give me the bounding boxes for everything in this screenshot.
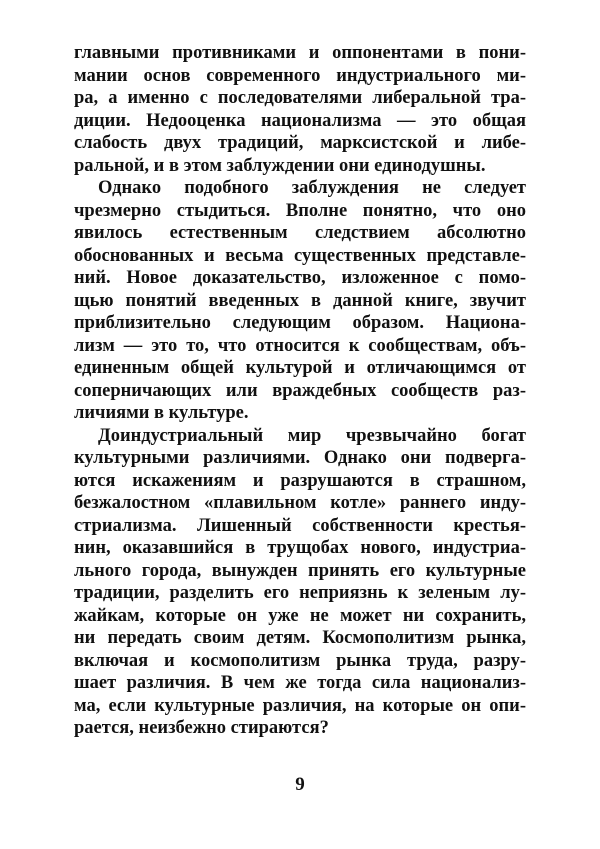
paragraph-1: [74, 42, 526, 177]
text-line: безжалостном «плавильном котле» раннего инду-: [74, 493, 526, 513]
text-line: явилось естественным следствием абсолютно: [74, 223, 526, 243]
text-line: щью понятий введенных в данной книге, звучит: [74, 290, 526, 311]
text-line: личиями в культуре.: [74, 403, 249, 423]
text-line: чрезмерно стыдиться. Вполне понятно, что оно: [74, 200, 526, 221]
text-line: жайкам, которые он уже не может ни сохранить,: [74, 605, 526, 626]
text-line: включая и космополитизм рынка труда, разру-: [74, 650, 526, 671]
text-line: Однако подобного заблуждения не следует: [98, 178, 526, 198]
text-line: главными противниками и оппонентами в пони-: [74, 43, 526, 63]
text-line: соперничающих или враждебных сообществ раз-: [74, 380, 526, 401]
text-line: ний. Новое доказательство, изложенное с помо-: [74, 268, 526, 288]
text-line: Доиндустриальный мир чрезвычайно богат: [98, 425, 526, 446]
page-number: 9: [295, 774, 305, 795]
text-line: рается, неизбежно стираются?: [74, 718, 329, 738]
text-line: ра, а именно с последователями либеральной тра-: [74, 88, 526, 108]
text-line: слабость двух традиций, марксистской и либе-: [74, 133, 526, 153]
text-line: приблизительно следующим образом. Национа-: [74, 313, 526, 333]
paragraph-2: [74, 177, 526, 425]
text-line: ни передать своим детям. Космополитизм рынка,: [74, 628, 526, 648]
text-line: обоснованных и весьма существенных представле-: [74, 245, 526, 266]
text-line: ются искажениям и разрушаются в страшном,: [74, 470, 526, 491]
text-line: шает различия. В чем же тогда сила национализ-: [74, 673, 526, 693]
text-line: ральной, и в этом заблуждении они единодушны.: [74, 155, 486, 176]
text-line: традиции, разделить его неприязнь к зеленым лу-: [74, 583, 526, 603]
text-line: единенным общей культурой и отличающимся от: [74, 358, 526, 378]
text-line: культурными различиями. Однако они подверга-: [74, 448, 526, 468]
paragraph-3: [74, 425, 526, 740]
page-body: [74, 42, 526, 740]
text-line: лизм — это то, что относится к сообществам, объ-: [74, 335, 526, 356]
text-line: ма, если культурные различия, на которые он опи-: [74, 695, 526, 716]
text-line: льного города, вынужден принять его культурные: [74, 560, 526, 581]
text-line: нин, оказавшийся в трущобах нового, индустриа-: [74, 538, 526, 558]
text-line: диции. Недооценка национализма — это общая: [74, 110, 526, 131]
text-line: мании основ современного индустриального ми-: [74, 65, 526, 86]
text-line: стриализма. Лишенный собственности крестья-: [74, 515, 526, 536]
